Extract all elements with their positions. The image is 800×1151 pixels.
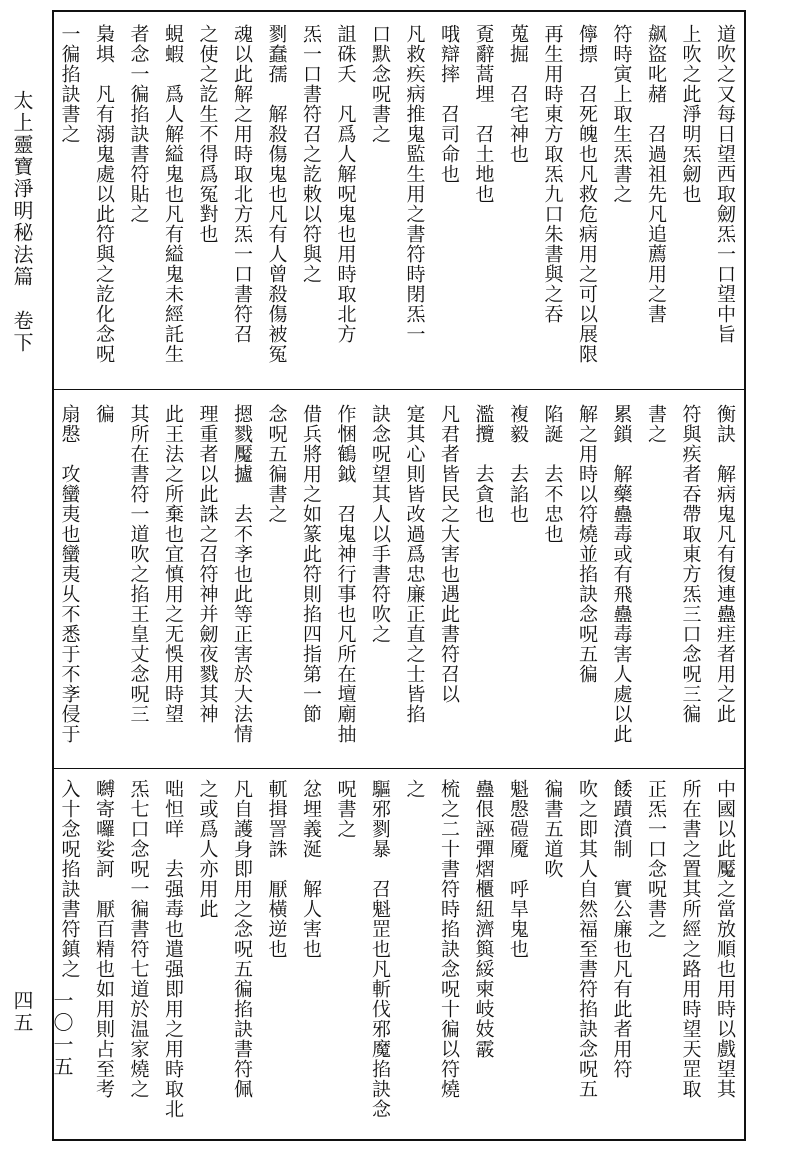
text-column: 魂以此解之用時取北方炁一口書符召 (231, 24, 253, 344)
text-column: 之 (403, 779, 426, 799)
text-column: 此王法之所棄也宜慎用之无悞用時望 (162, 404, 184, 724)
text-column: 入十念呪掐訣書符鎮之 (58, 779, 81, 979)
text-column: 濫攬 去貪也 (472, 404, 495, 524)
text-column: 中國以此魘之當放順也用時以戲望其 (714, 779, 736, 1099)
text-column: 軏揖詈誅 厭橫逆也 (265, 779, 288, 959)
text-column: 複毅 去諂也 (507, 404, 529, 524)
text-column: 凡自護身即用之念呪五徧掐訣書符佩 (231, 779, 253, 1099)
text-column: 符與疾者吞帶取東方炁三口念呪三徧 (679, 404, 702, 724)
text-column: 覔辭蒿埋 召土地也 (472, 24, 495, 204)
text-column: 口默念呪書之 (369, 24, 391, 144)
text-column: 梟埧 凡有溺鬼處以此符與之訖化念呪 (93, 24, 115, 364)
text-column: 炁一口書符召之訖敕以符與之 (300, 24, 322, 284)
text-column: 呪書之 (334, 779, 357, 839)
book-title: 太上靈寶淨明秘法篇 卷下 (10, 90, 34, 354)
top-register (54, 12, 744, 387)
text-column: 衡訣 解病鬼凡有復連蠱疰者用之此 (714, 404, 736, 724)
text-column: 一徧掐訣書之 (58, 24, 81, 144)
text-column: 解之用時以符燒並掐訣念呪五徧 (576, 404, 598, 684)
text-column: 者念一徧掐訣書符貼之 (127, 24, 150, 224)
text-column: 忿埋義涎 解人害也 (300, 779, 322, 959)
text-column: 累鎖 解藥蠱毒或有飛蠱毒害人處以此 (610, 404, 633, 744)
text-column: 之或爲人亦用此 (196, 779, 219, 919)
text-column: 扇慇 攻蠻夷也蠻夷乆不悉于不斈侵于 (58, 404, 81, 744)
text-column: 符時寅上取生炁書之 (610, 24, 633, 204)
middle-register (54, 389, 744, 767)
text-column: 嚩寄囉娑訶 厭百精也如用則占至考 (93, 779, 115, 1099)
text-column: 咄怛咩 去强毒也遣强即用之用時取北 (162, 779, 184, 1119)
text-column: 徧 (93, 404, 115, 424)
text-column: 飙盜叱赭 召過祖先凡追薦用之書 (645, 24, 667, 324)
bottom-register (54, 768, 744, 1140)
text-column: 炁七口念呪一徧書符七道於温家燒之 (127, 779, 150, 1099)
text-column: 再生用時東方取炁九口朱書與之吞 (541, 24, 564, 324)
text-column: 魁慇磑魇 呼旱鬼也 (507, 779, 529, 959)
text-column: 吹之即其人自然福至書符掐訣念呪五 (576, 779, 598, 1099)
text-column: 哦辯摔 召司命也 (438, 24, 460, 184)
text-column: 蠱佷誣彈熠櫃紐濟籅綏柬岐妓霰 (472, 779, 495, 1059)
text-column: 驅邪剹暴 召魁罡也凡斬伐邪魔掐訣念 (369, 779, 391, 1119)
text-column: 徧書五道吹 (541, 779, 564, 879)
text-column: 訣念呪望其人以手書符吹之 (369, 404, 391, 644)
text-column: 之使之訖生不得爲冤對也 (196, 24, 219, 244)
text-column: 凡君者皆民之大害也遇此書符召以 (438, 404, 460, 704)
middle-columns (54, 390, 744, 767)
text-column: 所在書之置其所經之路用時望天罡取 (679, 779, 702, 1099)
text-column: 蒐掘 召宅神也 (507, 24, 529, 164)
text-column: 蜆蝦 爲人解縊鬼也凡有縊鬼未經託生 (162, 24, 184, 364)
text-column: 剹蠢孺 解殺傷鬼也凡有人曾殺傷被冤 (265, 24, 288, 364)
top-columns (54, 12, 744, 387)
text-column: 寔其心則皆改過爲忠廉正直之士皆掐 (403, 404, 426, 724)
text-column: 正炁一口念呪書之 (645, 779, 667, 939)
text-column: 作悃鶴鉞 召鬼神行事也凡所在壇廟抽 (334, 404, 357, 744)
page-frame (52, 10, 746, 1141)
text-column: 凡救疾病推鬼監生用之書符時閉炁一 (403, 24, 426, 344)
text-column: 念呪五徧書之 (265, 404, 288, 524)
text-column: 梳之二十書符時掐訣念呪十徧以符燒 (438, 779, 460, 1099)
text-column: 借兵將用之如篆此符則掐四指第一節 (300, 404, 322, 724)
text-column: 書之 (645, 404, 667, 444)
bottom-columns (54, 769, 744, 1140)
text-column: 理重者以此誅之召符神并劒夜戮其神 (196, 404, 219, 724)
text-column: 詛硃夭 凡爲人解呪鬼也用時取北方 (334, 24, 357, 344)
text-column: 摁戮魘攎 去不斈也此等正害於大法情 (231, 404, 253, 744)
text-column: 其所在書符一道吹之掐王皇丈念呪三 (127, 404, 150, 724)
text-column: 餧蹟濆制 實公廉也凡有此者用符 (610, 779, 633, 1079)
text-column: 道吹之又每日望西取劒炁一口望中旨 (714, 24, 736, 344)
page-number: 一〇一五四五 (10, 990, 74, 1078)
text-column: 陷誕 去不忠也 (541, 404, 564, 544)
text-column: 儜摽 召死魄也凡救危病用之可以展限 (576, 24, 598, 364)
text-column: 上吹之此淨明炁劒也 (679, 24, 702, 204)
